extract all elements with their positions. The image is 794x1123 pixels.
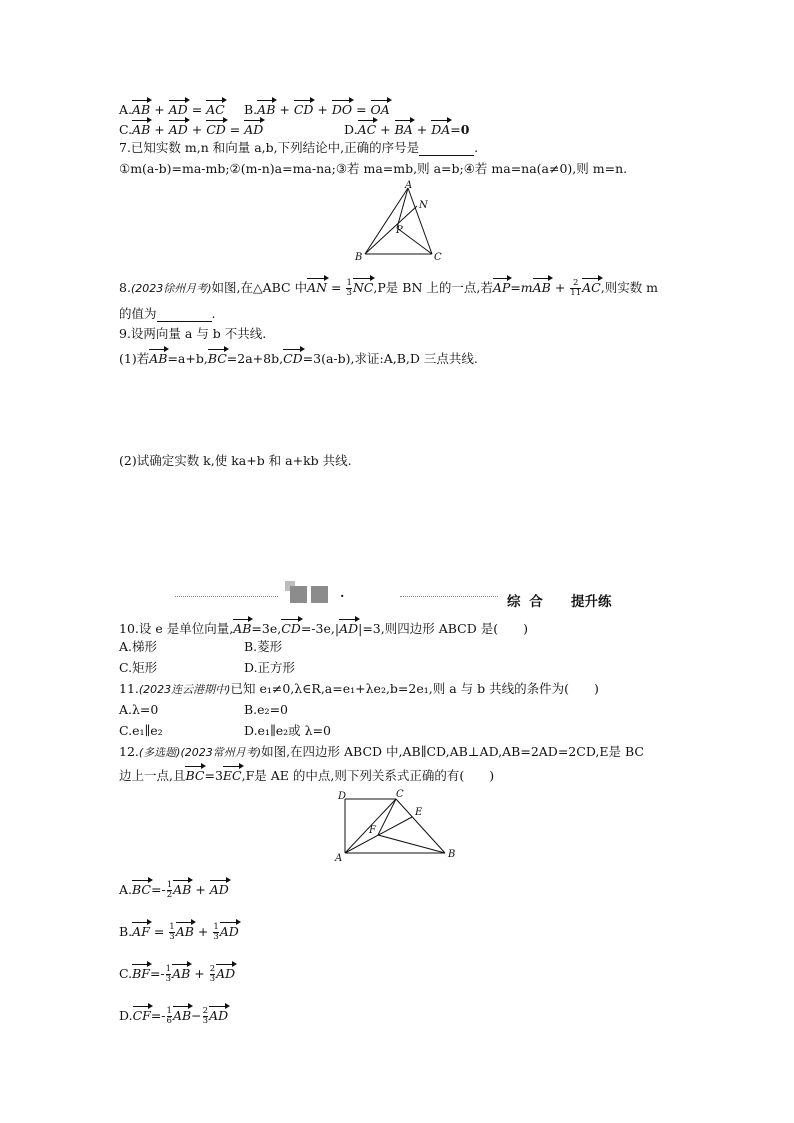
- section-decor-box-2: [311, 586, 328, 603]
- fig8-label-p: P: [396, 225, 403, 236]
- q12-option-b[interactable]: B.AF = $\frac{1}{3}$ AB + $\frac{1}{3}$ AD: [119, 922, 239, 942]
- q10-stem: 10.设 e 是单位向量,AB=3e,CD=-3e,|AD|=3,则四边形 ABCD 是( ): [119, 618, 528, 637]
- q12-stem-2: 边上一点,且BC=3EC,F是 AE 的中点,则下列关系式正确的有( ): [119, 765, 494, 784]
- q9-part1: (1)若AB=a+b,BC=2a+8b,CD=3(a-b),求证:A,B,D 三点共线.: [119, 348, 478, 367]
- section-divider-left: [175, 596, 278, 597]
- q6-option-b[interactable]: B.AB + CD + DO = OA: [244, 99, 390, 118]
- q10-option-d[interactable]: D.正方形: [244, 660, 296, 675]
- fig12-label-b: B: [448, 849, 456, 860]
- q10-option-c[interactable]: C.矩形: [119, 660, 158, 675]
- q8-stem: 8.(2023徐州月考)如图,在△ABC 中AN = $\frac{1}{3}$ NC,P是 BN 上的一点,若AP=mAB + $\frac{2}{11}$ AC,则实数 m: [119, 278, 659, 298]
- q12-option-c[interactable]: C.BF=- $\frac{1}{3}$ AB + $\frac{2}{3}$ AD: [119, 964, 236, 984]
- fig8-label-b: B: [355, 252, 363, 263]
- q11-stem: 11.(2023连云港期中)已知 e₁≠0,λ∈R,a=e₁+λe₂,b=2e₁,则 a 与 b 共线的条件为( ): [119, 681, 599, 696]
- q7-items: ①m(a-b)=ma-mb;②(m-n)a=ma-na;③若 ma=mb,则 a=b;④若 ma=na(a≠0),则 m=n.: [119, 161, 628, 176]
- q12-quadrilateral-figure: [330, 785, 465, 865]
- q11-option-c[interactable]: C.e₁∥e₂: [119, 723, 163, 738]
- q6-option-c[interactable]: C.AB + AD + CD = AD: [119, 119, 263, 138]
- fig8-label-c: C: [434, 252, 442, 263]
- fig8-label-a: A: [405, 180, 413, 191]
- q6-option-d[interactable]: D.AC + BA + DA=0: [344, 119, 469, 138]
- fig12-label-c: C: [396, 789, 404, 800]
- q12-stem-1: 12.(多选题)(2023常州月考)如图,在四边形 ABCD 中,AB∥CD,AB⊥AD,AB=2AD=2CD,E是 BC: [119, 744, 644, 759]
- section-dot: ·: [340, 588, 345, 603]
- q7-answer-blank[interactable]: [419, 143, 474, 156]
- q12-option-a[interactable]: A.BC=- $\frac{1}{2}$ AB + AD: [119, 880, 229, 900]
- fig12-label-e: E: [415, 807, 423, 818]
- section-divider-right: [400, 596, 498, 597]
- fig12-label-d: D: [338, 791, 347, 802]
- fig8-label-n: N: [419, 200, 428, 211]
- section-title-right: 提升练: [571, 594, 612, 610]
- section-title-left: 综 合: [507, 594, 545, 610]
- q8-triangle-figure: [350, 178, 450, 264]
- q11-option-b[interactable]: B.e₂=0: [244, 702, 288, 717]
- q10-option-a[interactable]: A.梯形: [119, 639, 158, 654]
- section-decor-box-1: [290, 586, 307, 603]
- q12-option-d[interactable]: D.CF=- $\frac{1}{6}$ AB− $\frac{2}{3}$ AD: [119, 1006, 229, 1026]
- q9-stem: 9.设两向量 a 与 b 不共线.: [119, 326, 267, 341]
- fig12-label-a: A: [335, 853, 343, 864]
- q10-option-b[interactable]: B.菱形: [244, 639, 283, 654]
- q6-option-a[interactable]: A.AB + AD = AC: [119, 99, 225, 118]
- q8-answer-blank[interactable]: [157, 309, 212, 322]
- fig12-label-f: F: [369, 825, 376, 836]
- q11-option-a[interactable]: A.λ=0: [119, 702, 159, 717]
- q8-stem-2: 的值为 .: [119, 306, 216, 321]
- q9-part2: (2)试确定实数 k,使 ka+b 和 a+kb 共线.: [119, 453, 352, 468]
- q11-option-d[interactable]: D.e₁∥e₂或 λ=0: [244, 723, 331, 738]
- q7-stem: 7.已知实数 m,n 和向量 a,b,下列结论中,正确的序号是 .: [119, 140, 479, 155]
